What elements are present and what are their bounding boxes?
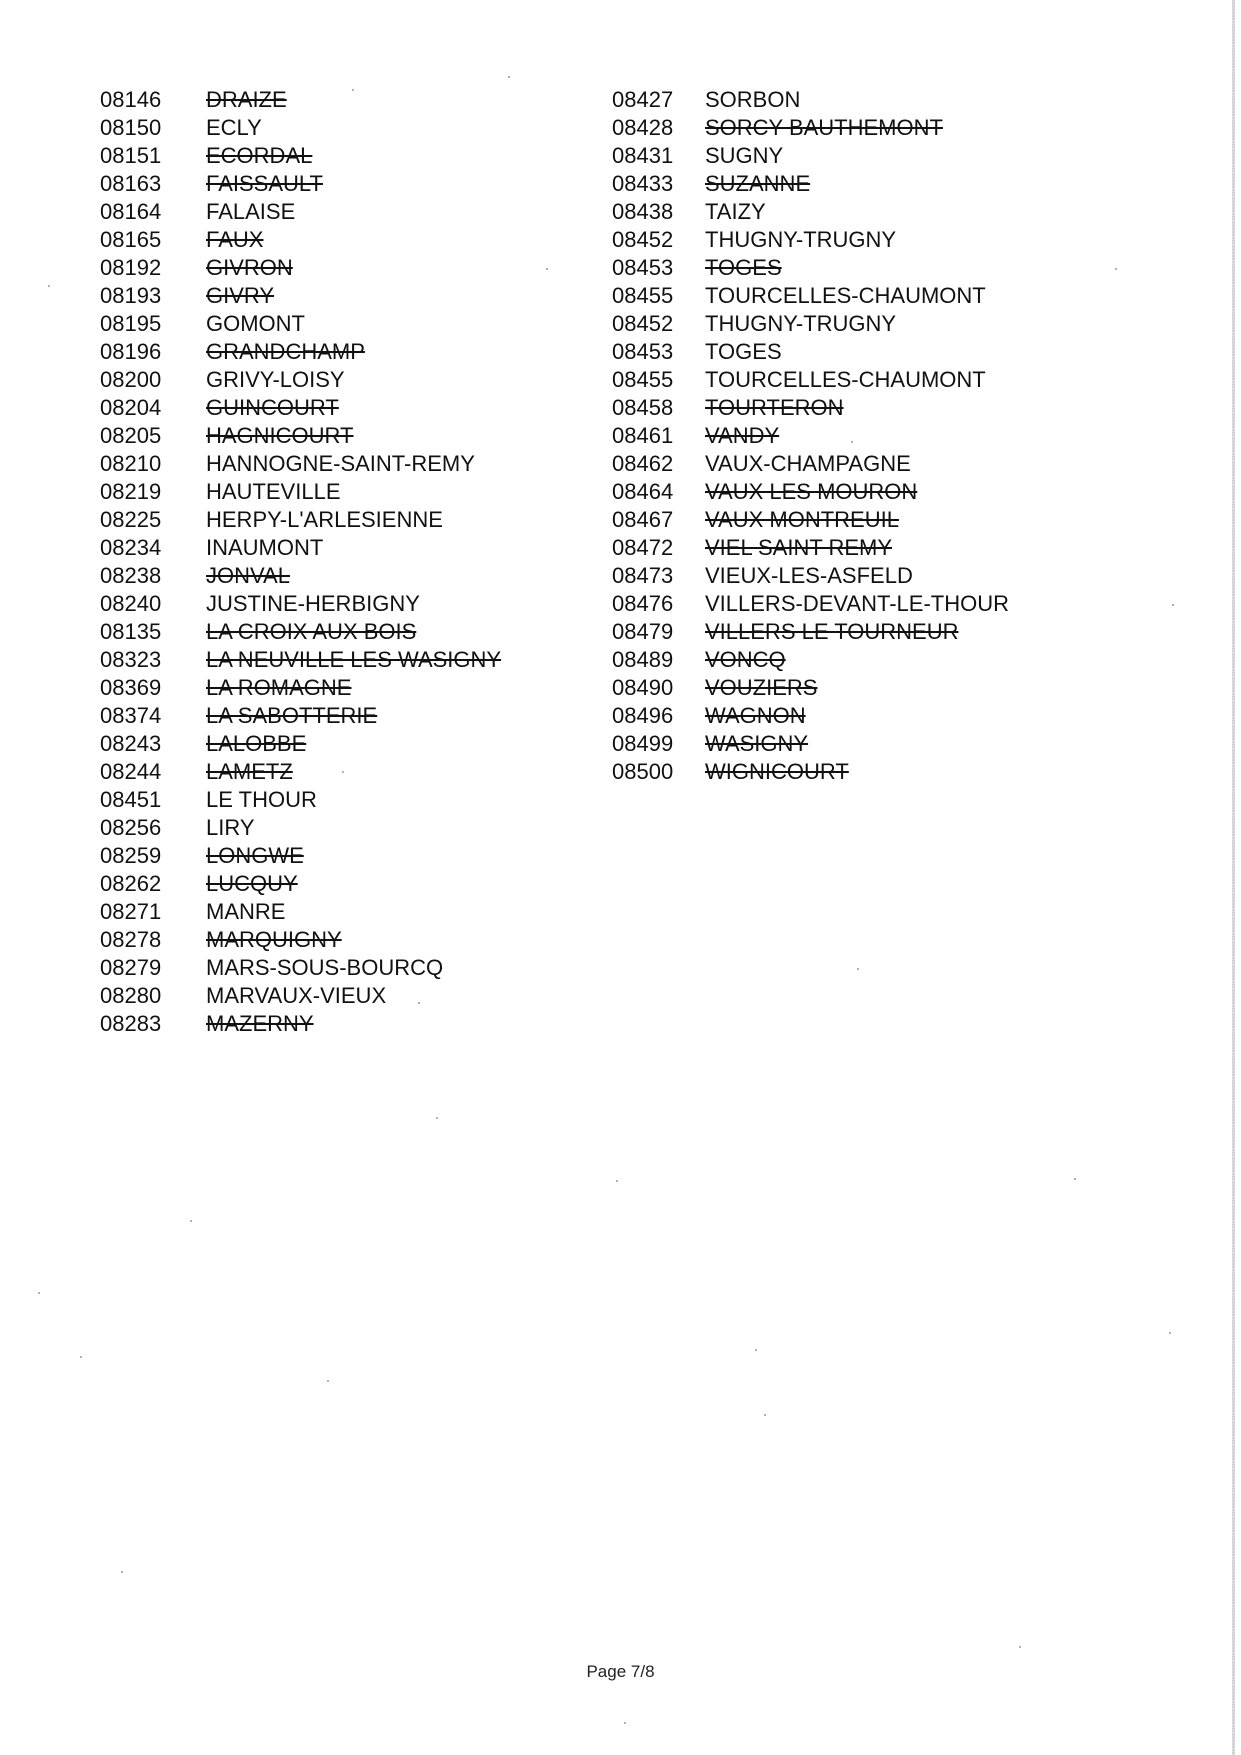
commune-row [612,422,1009,450]
commune-name: TAIZY [705,199,766,224]
commune-row [612,338,1009,366]
commune-row [100,254,501,282]
commune-name: MARVAUX-VIEUX [206,983,387,1008]
commune-name-struck: VONCQ [705,647,786,672]
scan-speck [1172,604,1174,606]
scan-speck [1019,1646,1021,1648]
commune-code: 08279 [100,955,162,980]
commune-name: HERPY-L'ARLESIENNE [206,507,443,532]
commune-code: 08164 [100,199,162,224]
commune-name-struck: GIVRON [206,255,293,280]
commune-name-struck: LAMETZ [206,759,293,784]
commune-code: 08280 [100,983,162,1008]
commune-name-struck: WASIGNY [705,731,809,756]
commune-code: 08489 [612,647,674,672]
commune-name: VILLERS-DEVANT-LE-THOUR [705,591,1009,616]
commune-code: 08461 [612,423,674,448]
commune-name-struck: LONGWE [206,843,304,868]
page-number: Page 7/8 [586,1662,655,1681]
scan-speck [546,268,548,270]
commune-code: 08476 [612,591,674,616]
scan-speck [616,1180,618,1182]
commune-row [612,674,1009,702]
scan-speck [857,968,859,970]
commune-code: 08135 [100,619,162,644]
scan-speck [1115,268,1117,270]
commune-name-struck: VANDY [705,423,780,448]
scan-speck [1074,1178,1076,1180]
commune-row [612,478,1009,506]
commune-name-struck: VAUX MONTREUIL [705,507,899,532]
commune-code: 08210 [100,451,162,476]
scan-speck [190,1220,192,1222]
commune-code: 08240 [100,591,162,616]
commune-row [100,814,501,842]
commune-code: 08165 [100,227,162,252]
commune-code: 08428 [612,115,674,140]
commune-name-struck: WIGNICOURT [705,759,849,784]
commune-row [100,142,501,170]
commune-code: 08234 [100,535,162,560]
scan-speck [1169,1332,1171,1334]
scan-speck [851,441,853,443]
commune-code: 08219 [100,479,162,504]
commune-code: 08500 [612,759,674,784]
commune-name: THUGNY-TRUGNY [705,227,897,252]
commune-row [612,450,1009,478]
commune-code: 08193 [100,283,162,308]
commune-row [612,310,1009,338]
commune-row [612,226,1009,254]
commune-row [100,1010,501,1038]
commune-name-struck: TOURTERON [705,395,844,420]
commune-code: 08238 [100,563,162,588]
commune-row [100,114,501,142]
commune-name: MANRE [206,899,286,924]
commune-code: 08374 [100,703,162,728]
commune-name-struck: GRANDCHAMP [206,339,365,364]
commune-list-left [100,86,501,1038]
commune-row [100,198,501,226]
commune-name: ECLY [206,115,262,140]
commune-row [612,394,1009,422]
commune-name: VIEUX-LES-ASFELD [705,563,913,588]
commune-row [612,254,1009,282]
commune-code: 08452 [612,311,674,336]
commune-row [100,394,501,422]
commune-row [100,982,501,1010]
commune-row [100,562,501,590]
commune-row [100,338,501,366]
commune-row [100,534,501,562]
commune-name-struck: VAUX LES MOURON [705,479,918,504]
commune-row [612,282,1009,310]
commune-code: 08479 [612,619,674,644]
scan-speck [764,1414,766,1416]
commune-code: 08427 [612,87,674,112]
commune-row [100,590,501,618]
commune-row [100,786,501,814]
commune-name: TOURCELLES-CHAUMONT [705,367,986,392]
commune-name: MARS-SOUS-BOURCQ [206,955,444,980]
commune-code: 08458 [612,395,674,420]
commune-row [612,590,1009,618]
commune-name-struck: MARQUIGNY [206,927,342,952]
commune-code: 08453 [612,255,674,280]
commune-list-right [612,86,1009,786]
commune-row [612,646,1009,674]
commune-name: VAUX-CHAMPAGNE [705,451,911,476]
commune-code: 08467 [612,507,674,532]
commune-code: 08283 [100,1011,162,1036]
commune-code: 08431 [612,143,674,168]
commune-name-struck: MAZERNY [206,1011,314,1036]
commune-row [612,170,1009,198]
commune-name-struck: FAUX [206,227,264,252]
commune-code: 08200 [100,367,162,392]
commune-code: 08163 [100,171,162,196]
scan-edge-border [1232,0,1235,1755]
commune-row [612,534,1009,562]
scan-speck [436,1117,438,1119]
commune-code: 08195 [100,311,162,336]
commune-code: 08278 [100,927,162,952]
commune-name: TOGES [705,339,782,364]
commune-code: 08464 [612,479,674,504]
commune-row [100,898,501,926]
commune-name-struck: LALOBBE [206,731,307,756]
commune-code: 08453 [612,339,674,364]
scan-speck [624,1722,626,1724]
scan-speck [48,285,50,287]
commune-name-struck: ECORDAL [206,143,313,168]
commune-row [612,86,1009,114]
commune-code: 08472 [612,535,674,560]
commune-row [100,506,501,534]
commune-code: 08256 [100,815,162,840]
commune-code: 08433 [612,171,674,196]
commune-code: 08259 [100,843,162,868]
scan-speck [755,1349,757,1351]
commune-code: 08192 [100,255,162,280]
commune-row [612,758,1009,786]
commune-name-struck: TOGES [705,255,782,280]
commune-row [100,310,501,338]
scan-speck [352,89,354,91]
commune-row [612,366,1009,394]
commune-name: HAUTEVILLE [206,479,341,504]
commune-row [612,506,1009,534]
commune-name-struck: LA NEUVILLE LES WASIGNY [206,647,502,672]
commune-code: 08146 [100,87,162,112]
commune-code: 08244 [100,759,162,784]
commune-name: SUGNY [705,143,784,168]
commune-name: THUGNY-TRUGNY [705,311,897,336]
commune-row [100,926,501,954]
commune-name-struck: LA SABOTTERIE [206,703,378,728]
commune-row [100,842,501,870]
commune-name: SORBON [705,87,801,112]
commune-row [100,170,501,198]
commune-code: 08205 [100,423,162,448]
commune-name: JUSTINE-HERBIGNY [206,591,420,616]
commune-row [612,142,1009,170]
commune-row [612,114,1009,142]
commune-code: 08452 [612,227,674,252]
commune-row [100,674,501,702]
commune-row [612,562,1009,590]
commune-name-struck: SUZANNE [705,171,811,196]
commune-row [100,702,501,730]
scan-speck [342,771,344,773]
commune-code: 08262 [100,871,162,896]
commune-code: 08490 [612,675,674,700]
commune-row [100,226,501,254]
commune-row [100,366,501,394]
commune-name-struck: VOUZIERS [705,675,818,700]
scan-speck [121,1571,123,1573]
scan-speck [38,1292,40,1294]
commune-code: 08243 [100,731,162,756]
commune-row [100,478,501,506]
commune-name-struck: GIVRY [206,283,275,308]
commune-code: 08225 [100,507,162,532]
commune-row [100,758,501,786]
commune-code: 08196 [100,339,162,364]
commune-row [612,618,1009,646]
commune-row [612,730,1009,758]
commune-name-struck: GUINCOURT [206,395,339,420]
scan-speck [80,1356,82,1358]
commune-name-struck: LA CROIX AUX BOIS [206,619,417,644]
commune-row [612,702,1009,730]
commune-name-struck: LA ROMAGNE [206,675,352,700]
commune-name-struck: FAISSAULT [206,171,323,196]
commune-code: 08451 [100,787,162,812]
commune-row [100,646,501,674]
commune-code: 08496 [612,703,674,728]
scan-speck [508,76,510,78]
commune-name: FALAISE [206,199,296,224]
commune-code: 08455 [612,367,674,392]
commune-row [100,618,501,646]
scan-speck [327,1380,329,1382]
commune-code: 08271 [100,899,162,924]
commune-row [100,450,501,478]
commune-row [100,282,501,310]
commune-row [100,730,501,758]
commune-row [100,870,501,898]
commune-name-struck: JONVAL [206,563,290,588]
commune-code: 08151 [100,143,162,168]
commune-code: 08150 [100,115,162,140]
commune-code: 08455 [612,283,674,308]
commune-name: LIRY [206,815,255,840]
commune-name: LE THOUR [206,787,317,812]
commune-name-struck: WAGNON [705,703,806,728]
commune-name-struck: HAGNICOURT [206,423,354,448]
commune-row [100,954,501,982]
commune-name-struck: DRAIZE [206,87,287,112]
commune-name-struck: VILLERS LE TOURNEUR [705,619,959,644]
scan-speck [418,1002,420,1004]
commune-name: TOURCELLES-CHAUMONT [705,283,986,308]
commune-code: 08462 [612,451,674,476]
commune-code: 08323 [100,647,162,672]
commune-name-struck: SORCY BAUTHEMONT [705,115,943,140]
commune-name: GRIVY-LOISY [206,367,345,392]
commune-name: HANNOGNE-SAINT-REMY [206,451,475,476]
commune-name: INAUMONT [206,535,324,560]
commune-row [100,422,501,450]
commune-code: 08438 [612,199,674,224]
commune-code: 08204 [100,395,162,420]
commune-code: 08473 [612,563,674,588]
commune-row [612,198,1009,226]
commune-name-struck: LUCQUY [206,871,298,896]
commune-code: 08369 [100,675,162,700]
commune-name: GOMONT [206,311,305,336]
commune-name-struck: VIEL SAINT REMY [705,535,893,560]
commune-code: 08499 [612,731,674,756]
commune-row [100,86,501,114]
